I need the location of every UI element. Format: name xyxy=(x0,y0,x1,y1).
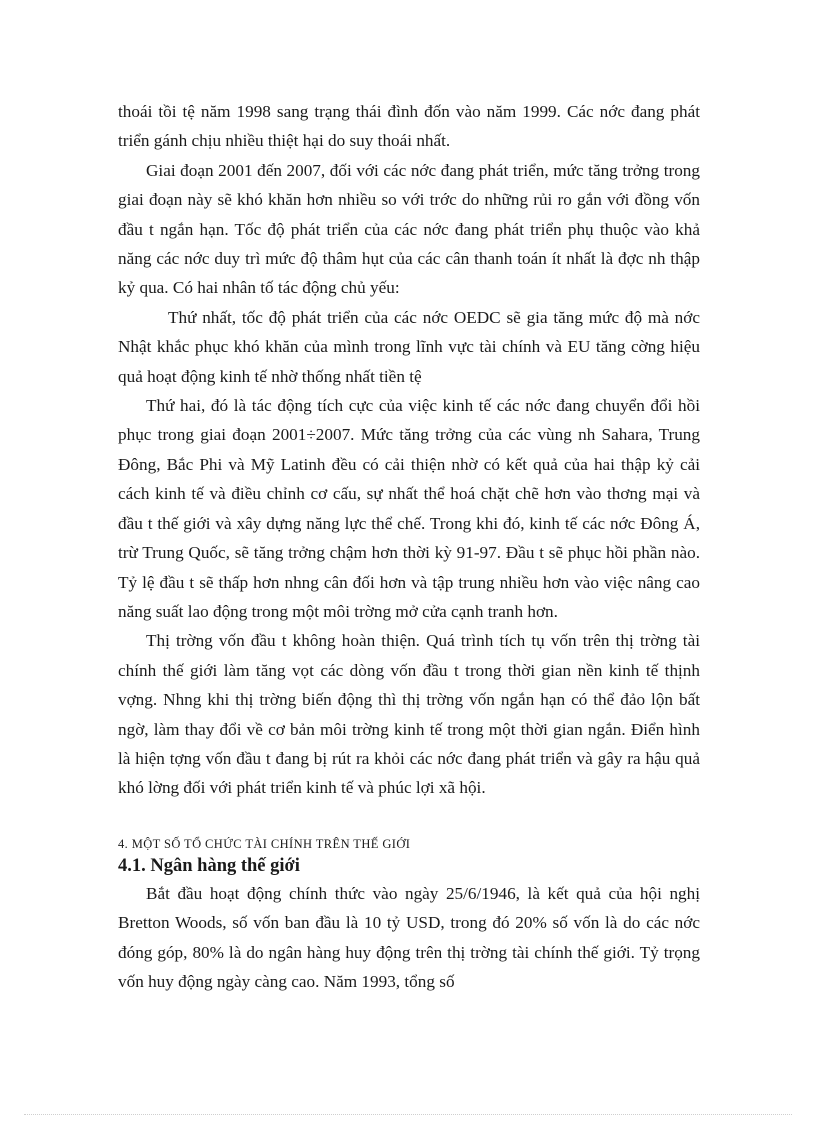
paragraph-second-factor: Thứ hai, đó là tác động tích cực của việc kinh tế các nớc đang chuyển đổi hồi phục trong giai đoạn 2001÷2007. Mức tăng trởng của các vùng nh Sahara, Trung Đông, Bắc Phi và Mỹ Latinh đều có cải thiện nhờ có kết quả của hai thập kỷ cải cách kinh tế và điều chỉnh cơ cấu, sự nhất thể hoá chặt chẽ hơn vào thơng mại và đầu t thế giới và xây dựng năng lực thể chế. Trong khi đó, kinh tế các nớc Đông Á, trừ Trung Quốc, sẽ tăng trởng chậm hơn thời kỳ 91-97. Đầu t sẽ phục hồi phần nào. Tỷ lệ đầu t sẽ thấp hơn nhng cân đối hơn và tập trung nhiều hơn vào việc nâng cao năng suất lao động trong một môi trờng mở cửa cạnh tranh hơn. xyxy=(118,396,700,621)
paragraph-world-bank: Bắt đầu hoạt động chính thức vào ngày 25/6/1946, là kết quả của hội nghị Bretton Woods, số vốn ban đầu là 10 tỷ USD, trong đó 20% số vốn là do các nớc đóng góp, 80% là do ngân hàng huy động trên thị trờng tài chính thế giới. Tỷ trọng vốn huy động ngày càng cao. Năm 1993, tổng số xyxy=(118,883,700,991)
paragraph-capital-market: Thị trờng vốn đầu t không hoàn thiện. Quá trình tích tụ vốn trên thị trờng tài chính thế giới làm tăng vọt các dòng vốn đầu t trong thời gian nền kinh tế thịnh vợng. Nhng khi thị trờng biến động thì thị trờng vốn ngắn hạn có thể đảo lộn bất ngờ, làm thay đổi về cơ bản môi trờng kinh tế trong một thời gian ngắn. Điển hình là hiện tợng vốn đầu t đang bị rút ra khỏi các nớc đang phát triển và gây ra hậu quả khó lờng đối với phát triển kinh tế và phúc lợi xã hội. xyxy=(118,631,700,798)
page-bottom-divider xyxy=(24,1114,792,1115)
paragraph-continuation: thoái tồi tệ năm 1998 sang trạng thái đình đốn vào năm 1999. Các nớc đang phát triển gánh chịu nhiều thiệt hại do suy thoái nhất. xyxy=(118,102,700,151)
paragraph-first-factor: Thứ nhất, tốc độ phát triển của các nớc OEDC sẽ gia tăng mức độ mà nớc Nhật khắc phục khó khăn của mình trong lĩnh vực tài chính và EU tăng cờng hiệu quả hoạt động kinh tế nhờ thống nhất tiền tệ xyxy=(118,307,700,386)
subsection-heading: 4.1. Ngân hàng thế giới xyxy=(118,855,300,876)
body-text xyxy=(118,97,700,996)
section-heading: 4. MỘT SỐ TỔ CHỨC TÀI CHÍNH TRÊN THẾ GIỚI xyxy=(118,836,411,851)
paragraph-period-2001-2007: Giai đoạn 2001 đến 2007, đối với các nớc đang phát triển, mức tăng trởng trong giai đoạn này sẽ khó khăn hơn nhiều so với trớc do những rủi ro gắn với đồng vốn đầu t ngắn hạn. Tốc độ phát triển của các nớc đang phát triển phụ thuộc vào khả năng các nớc duy trì mức độ thâm hụt của các cân thanh toán ít nhất là đợc nh thập kỷ qua. Có hai nhân tố tác động chủ yếu: xyxy=(118,160,700,298)
